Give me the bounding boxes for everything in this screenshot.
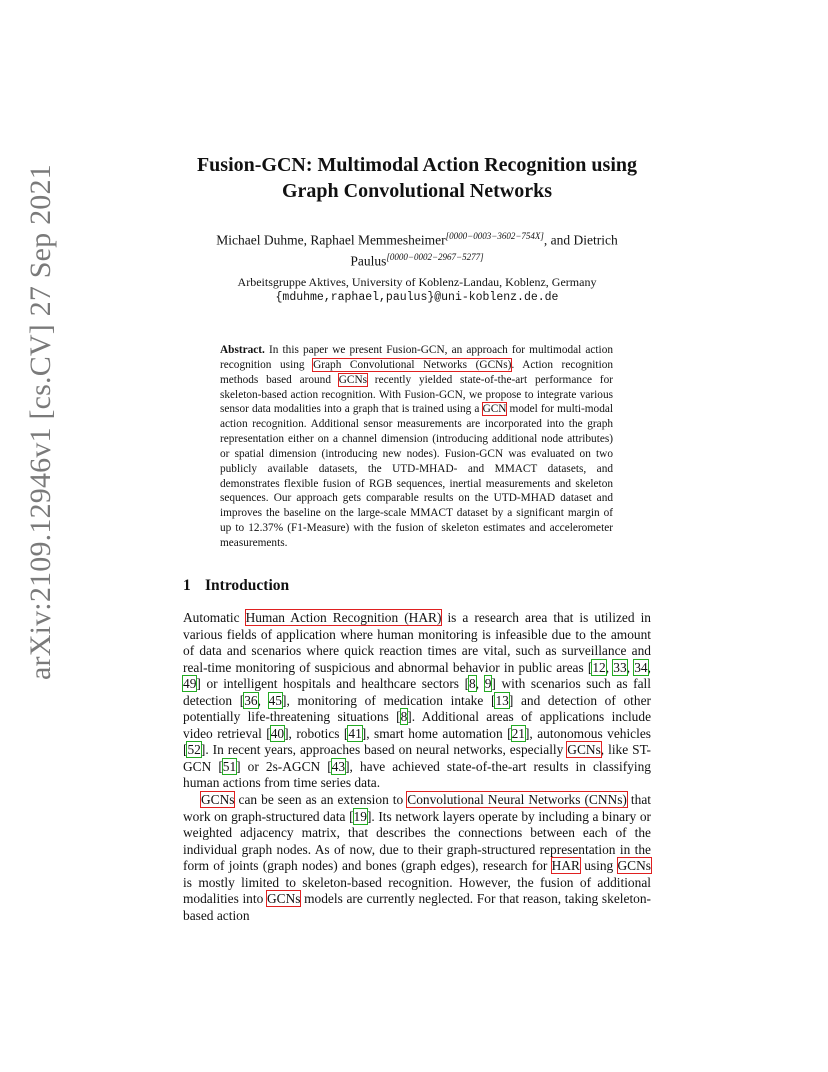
section-title: Introduction <box>205 577 290 594</box>
body-text: is mostly limited to skeleton-based recognition. However, the fusion of additional modalities into <box>183 874 651 907</box>
body-text: that work on graph-structured data [ <box>183 792 651 824</box>
body-text: ] or 2s-AGCN [ <box>236 758 332 774</box>
citation-link[interactable]: 13 <box>495 692 509 708</box>
abstract-text: In this paper we present Fusion-GCN, an approach for multimodal action recognition using <box>220 344 613 371</box>
acronym-link-gcns[interactable]: Graph Convolutional Networks (GCNs) <box>313 358 512 371</box>
acronym-link-gcns[interactable]: GCNs <box>338 373 368 386</box>
affiliation-block <box>170 275 664 305</box>
author-orcid[interactable]: [0000−0002−2967−5277] <box>386 251 484 262</box>
acronym-link-gcns[interactable]: GCNs <box>201 792 235 808</box>
body-text: ], robotics [ <box>284 725 349 741</box>
body-text: ], smart home automation [ <box>361 725 512 741</box>
title-line-2: Graph Convolutional Networks <box>281 180 553 202</box>
citation-link[interactable]: 8 <box>400 709 408 725</box>
paragraph: Automatic Human Action Recognition (HAR) is a research area that is utilized in various fields of application where human monitoring is infeasible due to the amount of data and scenarios where quick reaction times are vital, such as surveillance and real-time monitoring of suspicious and abnormal behavior in public areas [12, 33, 34, 49] or intelligent hospitals and healthcare sectors [8, 9] with scenarios such as fall detection [36, 45], monitoring of medication intake [13] and detection of other potentially life-threatening situations [8]. Additional areas of applications include video retrieval [40], robotics [41], smart home automation [21], autonomous vehicles [52]. In recent years, approaches based on neural networks, especially GCNs, like ST-GCN [51] or 2s-AGCN [43], have achieved state-of-the-art results in classifying human actions from time series data. <box>183 610 652 791</box>
body-text: Automatic <box>183 610 246 625</box>
body-text: ] or intelligent hospitals and healthcare sectors [ <box>196 676 470 692</box>
section-body <box>183 610 651 924</box>
section-number: 1 <box>183 577 191 594</box>
acronym-link-gcns[interactable]: GCNs <box>617 858 651 874</box>
abstract-text: . Action recognition methods based around <box>220 358 614 386</box>
affiliation: Arbeitsgruppe Aktives, University of Koblenz-Landau, Koblenz, Germany <box>237 275 597 289</box>
citation-link[interactable]: 43 <box>331 758 346 774</box>
citation-link[interactable]: 49 <box>183 676 197 692</box>
body-text: models are currently neglected. For that reason, taking skeleton-based action <box>183 891 652 923</box>
author-name: Paulus <box>350 253 387 268</box>
acronym-link-gcns[interactable]: GCNs <box>266 891 301 907</box>
citation-link[interactable]: 33 <box>613 659 627 675</box>
acronym-link-cnns[interactable]: Convolutional Neural Networks (CNNs) <box>407 792 627 808</box>
citation-link[interactable]: 8 <box>469 676 476 692</box>
citation-link[interactable]: 40 <box>270 725 285 741</box>
body-text: using <box>579 858 618 874</box>
acronym-link-har[interactable]: Human Action Recognition (HAR) <box>245 610 442 625</box>
body-text: ] and detection of other potentially life-threatening situations [ <box>183 692 651 725</box>
acronym-link-gcn[interactable]: GCN <box>482 403 507 416</box>
body-text: ]. Its network layers operate by including a binary or weighted adjacency matrix, that describes the connections between each of the individual graph nodes. As of now, due to their graph-structured representation in the form of joints (graph nodes) and bones (graph edges), research for <box>183 808 652 874</box>
acronym-link-gcns[interactable]: GCNs <box>567 742 601 758</box>
body-text: ] with scenarios such as fall detection [ <box>183 676 651 708</box>
citation-link[interactable]: 19 <box>353 808 367 824</box>
body-text: is a research area that is utilized in various fields of application where human monitoring is infeasible due to the amount of data and scenarios where quick reaction times are vital, such as surveillance and real-time monitoring of suspicious and abnormal behavior in public areas [ <box>183 610 651 675</box>
citation-link[interactable]: 36 <box>244 692 258 708</box>
citation-link[interactable]: 52 <box>187 742 201 758</box>
body-text: ]. In recent years, approaches based on neural networks, especially <box>200 742 568 758</box>
section-heading <box>183 577 289 595</box>
author-orcid[interactable]: [0000−0003−3602−754X] <box>445 231 544 241</box>
author-conjunction: , and Dietrich <box>543 232 618 248</box>
author-list <box>170 228 664 269</box>
abstract <box>220 343 613 551</box>
paper-title <box>150 152 684 204</box>
citation-link[interactable]: 12 <box>592 659 606 675</box>
abstract-label: Abstract. <box>220 344 265 356</box>
body-text: ]. Additional areas of applications include video retrieval [ <box>183 709 652 741</box>
citation-link[interactable]: 34 <box>634 659 648 675</box>
abstract-text: model for multi-modal action recognition. Additional sensor measurements are incorporated into the graph representation either on a channel dimension (introducing additional node attributes) or spatial dimension (introducing new nodes). Fusion-GCN was evaluated on two publicly available datasets, the UTD-MHAD- and MMACT datasets, and demonstrates flexible fusion of RGB sequences, inertial measurements and skeleton sequences. Our approach gets comparable results on the UTD-MHAD dataset and improves the baseline on the large-scale MMACT dataset by a significant margin of up to 12.37% (F1-Measure) with the fusion of skeleton estimates and accelerometer measurements. <box>220 403 613 549</box>
abstract-text: recently yielded state-of-the-art performance for skeleton-based action recognition. With Fusion-GCN, we propose to integrate various sensor data modalities into a graph that is trained using a <box>220 373 613 416</box>
arxiv-identifier: arXiv:2109.12946v1 [cs.CV] 27 Sep 2021 <box>24 164 57 680</box>
author-name: Michael Duhme, Raphael Memmesheimer <box>216 232 446 248</box>
citation-link[interactable]: 41 <box>348 725 362 741</box>
body-text: ], autonomous vehicles [ <box>183 725 651 758</box>
paragraph <box>183 792 651 924</box>
body-text: can be seen as an extension to <box>234 792 408 808</box>
acronym-link-har[interactable]: HAR <box>551 858 580 874</box>
citation-link[interactable]: 9 <box>484 676 492 692</box>
citation-link[interactable]: 21 <box>511 725 525 741</box>
body-text: ], monitoring of medication intake [ <box>282 692 496 708</box>
citation-link[interactable]: 45 <box>268 692 282 708</box>
author-emails: {mduhme,raphael,paulus}@uni-koblenz.de.de <box>275 291 559 304</box>
body-text: ], have achieved state-of-the-art results in classifying human actions from time series data. <box>183 758 651 791</box>
title-line-1: Fusion-GCN: Multimodal Action Recognition using <box>196 154 638 176</box>
citation-link[interactable]: 51 <box>222 758 237 774</box>
body-text: , like ST-GCN [ <box>183 742 651 774</box>
